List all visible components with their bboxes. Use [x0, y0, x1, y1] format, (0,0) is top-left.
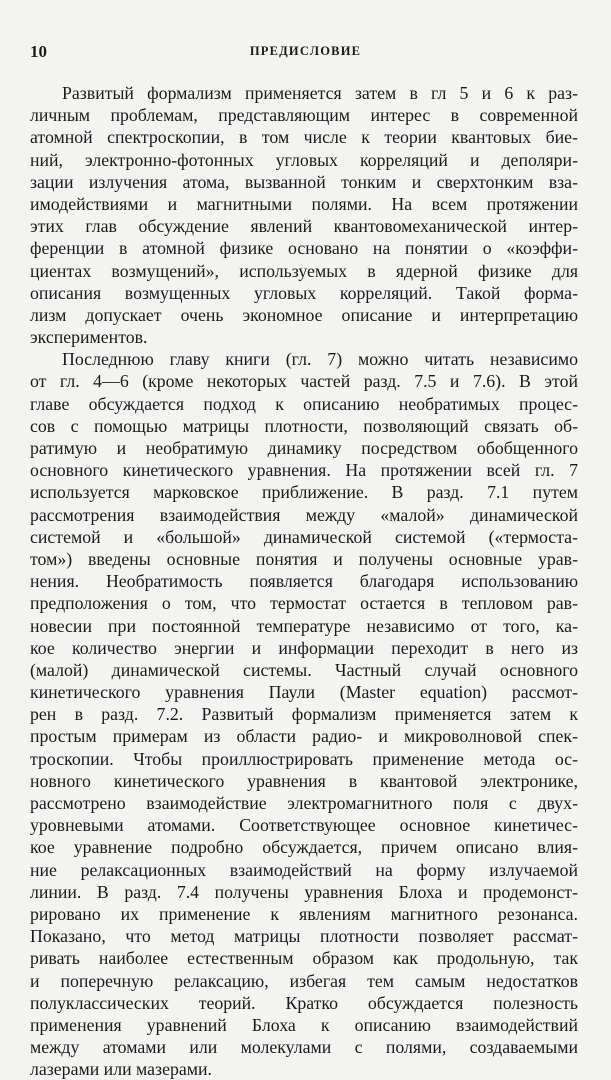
- text-line: троскопии. Чтобы проиллюстрировать применение метода ос-: [30, 748, 578, 769]
- text-line: простым примерам из области радио- и микроволновой спек-: [30, 726, 578, 747]
- text-line: кое количество энергии и информации переходит в него из: [30, 637, 578, 658]
- text-line: личным проблемам, представляющим интерес в современной: [30, 105, 578, 126]
- text-line: от гл. 4—6 (кроме некоторых частей разд. 7.5 и 7.6). В этой: [30, 371, 578, 392]
- paragraph: [30, 82, 578, 348]
- text-line: предположения о том, что термостат остается в тепловом рав-: [30, 593, 578, 614]
- text-line: нения. Необратимость появляется благодаря использованию: [30, 571, 578, 592]
- text-line: кое уравнение подробно обсуждается, причем описано влия-: [30, 837, 578, 858]
- text-line: этих глав обсуждение явлений квантовомеханической интер-: [30, 216, 578, 237]
- text-line: имодействиями и магнитными полями. На всем протяжении: [30, 193, 578, 214]
- text-line: Последнюю главу книги (гл. 7) можно читать независимо: [62, 349, 578, 370]
- text-line: экспериментов.: [30, 327, 148, 348]
- text-line: полуклассических теорий. Кратко обсуждается полезность: [30, 992, 578, 1013]
- text-line: (малой) динамической системы. Частный случай основного: [30, 659, 578, 680]
- text-line: атомной спектроскопии, в том числе к теории квантовых бие-: [30, 127, 578, 148]
- text-line: рировано их применение к явлениям магнитного резонанса.: [30, 903, 578, 924]
- body-text: [30, 82, 578, 1080]
- text-line: линии. В разд. 7.4 получены уравнения Блоха и продемонст-: [30, 881, 578, 902]
- text-line: рассмотрено взаимодействие электромагнитного поля с двух-: [30, 793, 578, 813]
- text-line: рассмотрения взаимодействия между «малой» динамической: [30, 504, 578, 525]
- text-line: главе обсуждается подход к описанию необратимых процес-: [30, 393, 578, 414]
- text-line: системой и «большой» динамической системой («термоста-: [30, 526, 578, 547]
- text-line: уровневыми атомами. Соответствующее основное кинетичес-: [30, 815, 578, 836]
- text-line: ратимую и необратимую динамику посредством обобщенного: [30, 438, 578, 458]
- text-line: том») введены основные понятия и получены основные урав-: [30, 548, 578, 569]
- text-line: сов с помощью матрицы плотности, позволяющий связать об-: [30, 415, 578, 436]
- text-line: циентах возмущений», используемых в ядерной физике для: [30, 260, 578, 281]
- text-line: лизм допускает очень экономное описание и интерпретацию: [30, 304, 578, 325]
- text-line: применения уравнений Блоха к описанию взаимодействий: [30, 1014, 578, 1035]
- text-line: описания возмущенных угловых корреляций. Такой форма-: [30, 282, 578, 303]
- text-line: основного кинетического уравнения. На протяжении всей гл. 7: [30, 460, 578, 481]
- text-line: кинетического уравнения Паули (Master equation) рассмот-: [30, 682, 578, 703]
- text-line: зации излучения атома, вызванной тонким и сверхтонким вза-: [30, 171, 578, 192]
- text-line: ривать наиболее естественным образом как продольную, так: [30, 948, 578, 969]
- text-line: лазерами или мазерами.: [30, 1059, 212, 1080]
- running-title: ПРЕДИСЛОВИЕ: [249, 44, 362, 58]
- text-line: Показано, что метод матрицы плотности позволяет рассмат-: [30, 926, 578, 947]
- text-line: и поперечную релаксацию, избегая тем самым недостатков: [30, 970, 578, 991]
- page-number: 10: [30, 42, 47, 61]
- text-line: Развитый формализм применяется затем в гл 5 и 6 к раз-: [62, 83, 578, 103]
- text-line: ние релаксационных взаимодействий на форму излучаемой: [30, 859, 578, 880]
- text-line: между атомами или молекулами с полями, создаваемыми: [30, 1037, 578, 1058]
- paragraph: [30, 348, 578, 1080]
- text-line: ференции в атомной физике основано на понятии о «коэффи-: [30, 238, 578, 259]
- text-line: используется марковское приближение. В разд. 7.1 путем: [30, 482, 578, 503]
- text-line: рен в разд. 7.2. Развитый формализм применяется затем к: [30, 704, 578, 725]
- text-line: новного кинетического уравнения в квантовой электронике,: [30, 770, 578, 791]
- text-line: ний, электронно-фотонных угловых корреляций и деполяри-: [30, 149, 578, 170]
- text-line: новесии при постоянной температуре независимо от того, ка-: [30, 615, 578, 636]
